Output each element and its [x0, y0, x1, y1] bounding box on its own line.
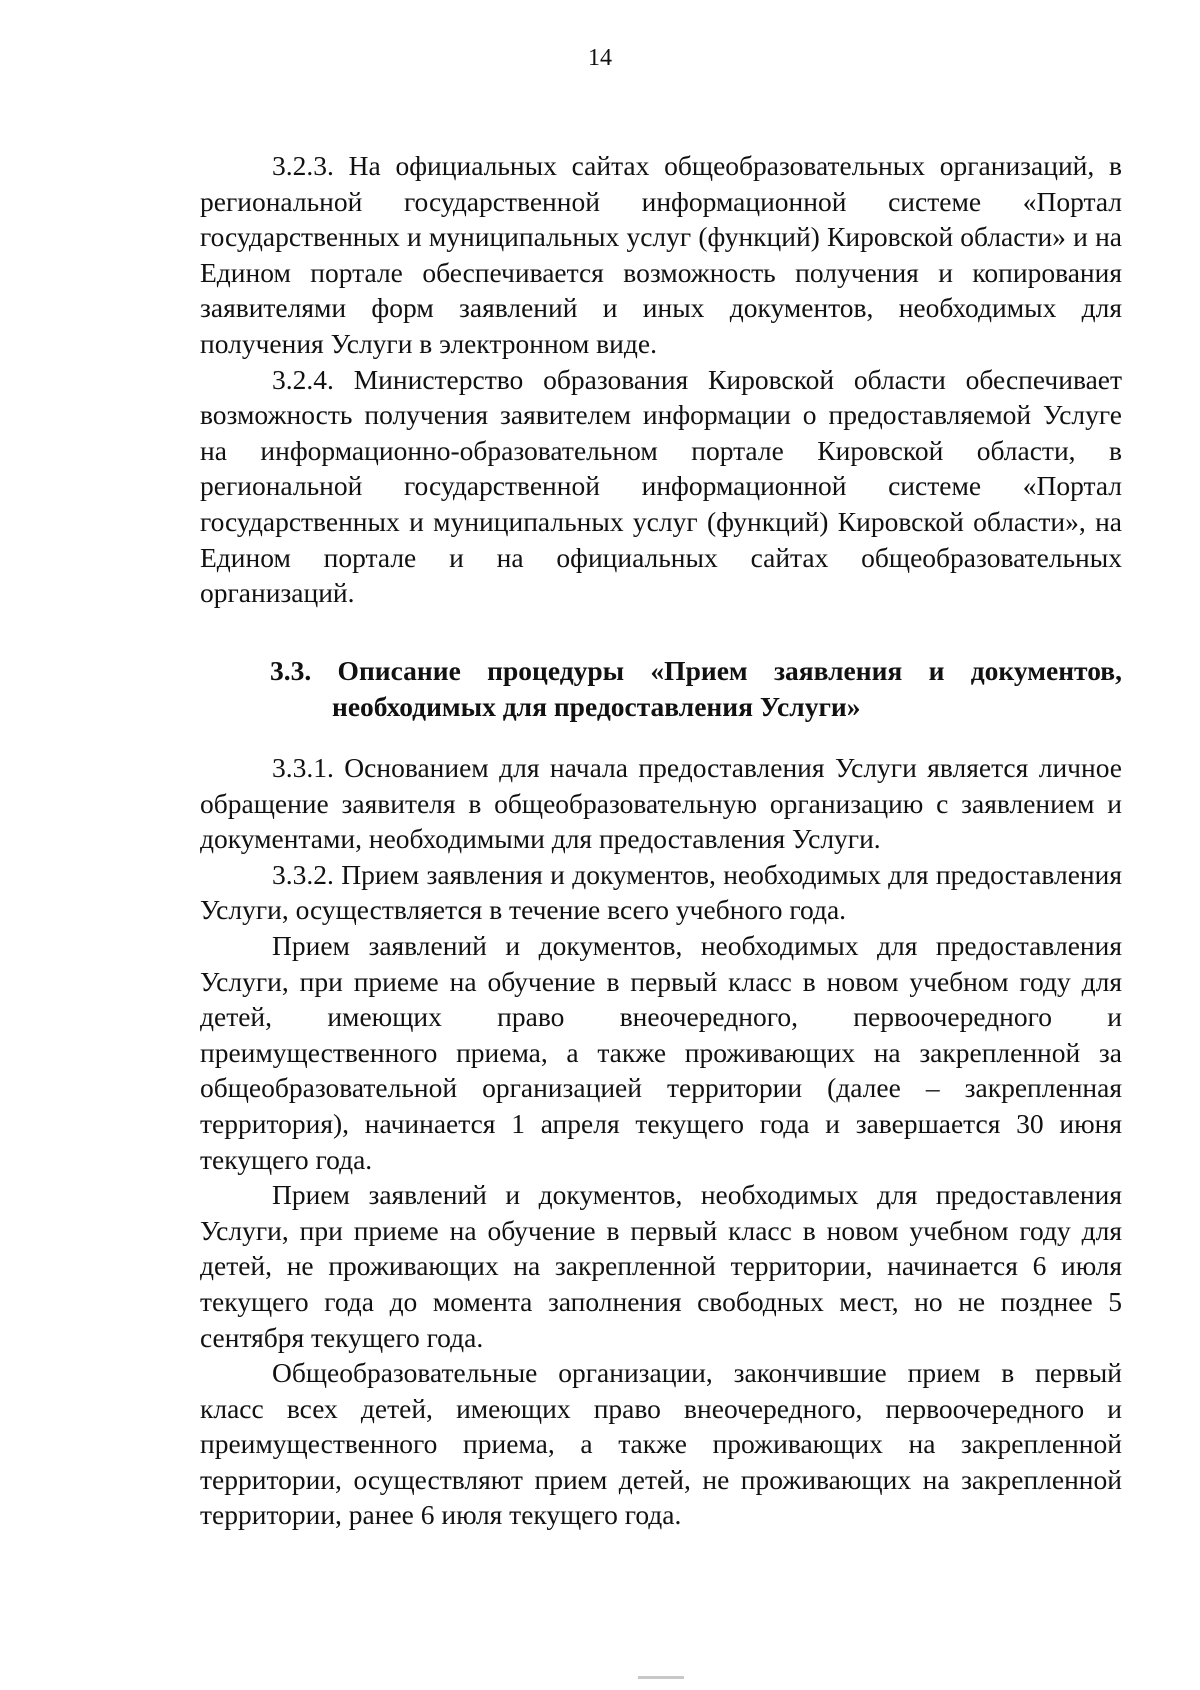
- paragraph-july-schedule: Прием заявлений и документов, необходимых для предоставления Услуги, при приеме на обучение в первый класс в новом учебном году для детей, не проживающих на закрепленной территории, начинается 6 июля текущего года до момента заполнения свободных мест, но не позднее 5 сентября текущего года.: [200, 1179, 1122, 1353]
- paragraph-april-schedule: Прием заявлений и документов, необходимых для предоставления Услуги, при приеме на обучение в первый класс в новом учебном году для детей, имеющих право внеочередного, первоочередного и преимущественного приема, а также проживающих на закрепленной за общеобразовательной организацией территории (далее – закрепленная территория), начинается 1 апреля текущего года и завершается 30 июня текущего года.: [200, 929, 1122, 1175]
- paragraph-3-3-2: 3.3.2. Прием заявления и документов, необходимых для предоставления Услуги, осуществляется в течение всего учебного года.: [200, 858, 1122, 926]
- scan-artifact: [638, 1676, 684, 1679]
- paragraph-3-3-1: 3.3.1. Основанием для начала предоставления Услуги является личное обращение заявителя в общеобразовательную организацию с заявлением и документами, необходимыми для предоставления Услуги.: [200, 752, 1122, 855]
- heading-line-1: 3.3. Описание процедуры «Прием заявления и документов,: [270, 655, 1122, 686]
- section-3-3-heading: [270, 653, 1122, 725]
- paragraph-3-2-3: 3.2.3. На официальных сайтах общеобразовательных организаций, в региональной государственной информационной системе «Портал государственных и муниципальных услуг (функций) Кировской области» и на Едином портале обеспечивается возможность получения и копирования заявителями форм заявлений и иных документов, необходимых для получения Услуги в электронном виде.: [200, 150, 1122, 359]
- section-3-2-text: [200, 148, 1122, 611]
- section-3-3-text: [200, 750, 1122, 1533]
- paragraph-early-admission: Общеобразовательные организации, закончившие прием в первый класс всех детей, имеющих право внеочередного, первоочередного и преимущественного приема, а также проживающих на закрепленной территории, осуществляют прием детей, не проживающих на закрепленной территории, ранее 6 июля текущего года.: [200, 1357, 1122, 1531]
- page-number: 14: [588, 45, 612, 71]
- paragraph-3-2-4: 3.2.4. Министерство образования Кировской области обеспечивает возможность получения заявителем информации о предоставляемой Услуге на информационно-образовательном портале Кировской области, в региональной государственной информационной системе «Портал государственных и муниципальных услуг (функций) Кировской области», на Едином портале и на официальных сайтах общеобразовательных организаций.: [200, 363, 1122, 609]
- heading-line-2: необходимых для предоставления Услуги»: [332, 691, 861, 722]
